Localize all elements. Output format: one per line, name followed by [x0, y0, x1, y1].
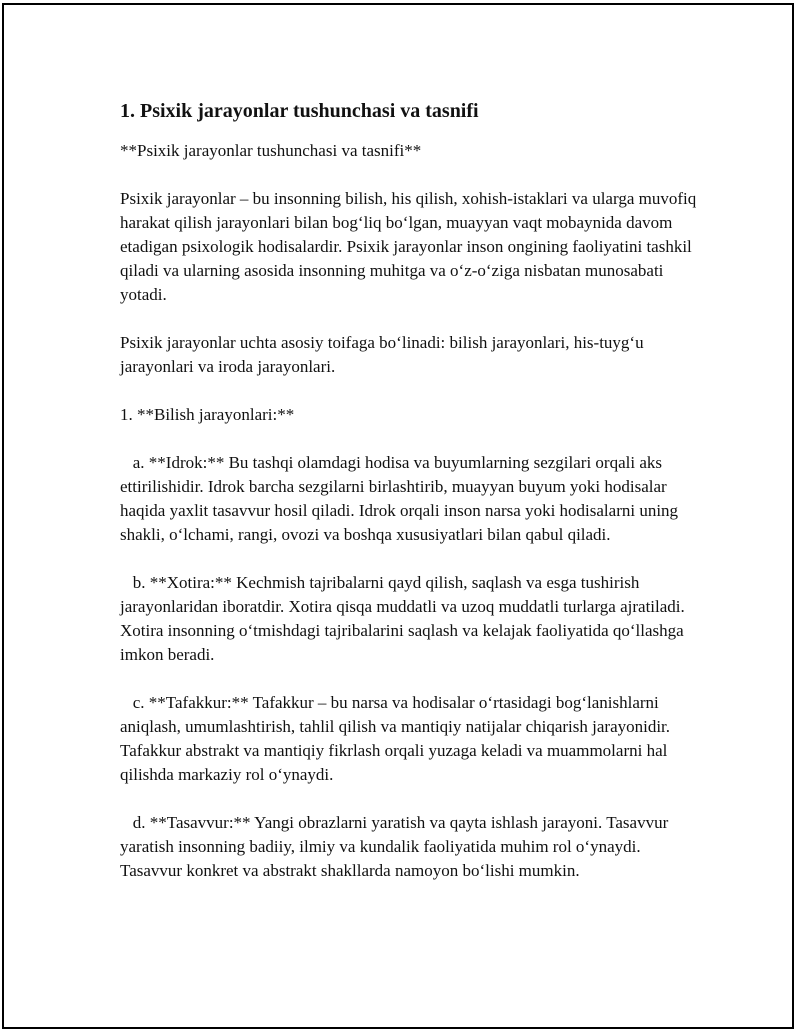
list-item-xotira: b. **Xotira:** Kechmish tajribalarni qayd qilish, saqlash va esga tushirish jarayonlaridan iboratdir. Xotira qisqa muddatli va uzoq muddatli turlarga ajratiladi. Xotira insonning o‘tmishdagi tajribalarini saqlash va kelajak faoliyatida qo‘llashga imkon beradi. [120, 573, 690, 664]
list-item-tafakkur: c. **Tafakkur:** Tafakkur – bu narsa va hodisalar o‘rtasidagi bog‘lanishlarni aniqlash, umumlashtirish, tahlil qilish va mantiqiy natijalar chiqarish jarayonidir. Tafakkur abstrakt va mantiqiy fikrlash orqali yuzaga keladi va muammolarni hal qilishda markaziy rol o‘ynaydi. [120, 693, 674, 784]
document-page [2, 3, 794, 1029]
section-heading-bilish: 1. **Bilish jarayonlari:** [120, 405, 295, 424]
list-item-idrok: a. **Idrok:** Bu tashqi olamdagi hodisa va buyumlarning sezgilari orqali aks ettirilishidir. Idrok barcha sezgilarni birlashtirib, muayyan buyum yoki hodisalar haqida yaxlit tasavvur hosil qiladi. Idrok orqali inson narsa yoki hodisalarni uning shakli, o‘lchami, rangi, ovozi va boshqa xususiyatlari bilan qabul qiladi. [120, 453, 683, 544]
document-subtitle: **Psixik jarayonlar tushunchasi va tasnifi** [120, 141, 422, 160]
list-item-tasavvur: d. **Tasavvur:** Yangi obrazlarni yaratish va qayta ishlash jarayoni. Tasavvur yaratish insonning badiiy, ilmiy va kundalik faoliyatida muhim rol o‘ynaydi. Tasavvur konkret va abstrakt shakllarda namoyon bo‘lishi mumkin. [120, 813, 673, 880]
intro-paragraph: Psixik jarayonlar – bu insonning bilish, his qilish, xohish-istaklari va ularga muvofiq harakat qilish jarayonlari bilan bog‘liq bo‘lgan, muayyan vaqt mobaynida davom etadigan psixologik hodisalardir. Psixik jarayonlar inson ongining faoliyatini tashkil qiladi va ularning asosida insonning muhitga va o‘z-o‘ziga nisbatan munosabati yotadi. [120, 189, 697, 304]
document-title: 1. Psixik jarayonlar tushunchasi va tasnifi [120, 100, 479, 122]
document-content [120, 97, 700, 883]
categories-paragraph: Psixik jarayonlar uchta asosiy toifaga bo‘linadi: bilish jarayonlari, his-tuyg‘u jarayonlari va iroda jarayonlari. [120, 333, 644, 376]
